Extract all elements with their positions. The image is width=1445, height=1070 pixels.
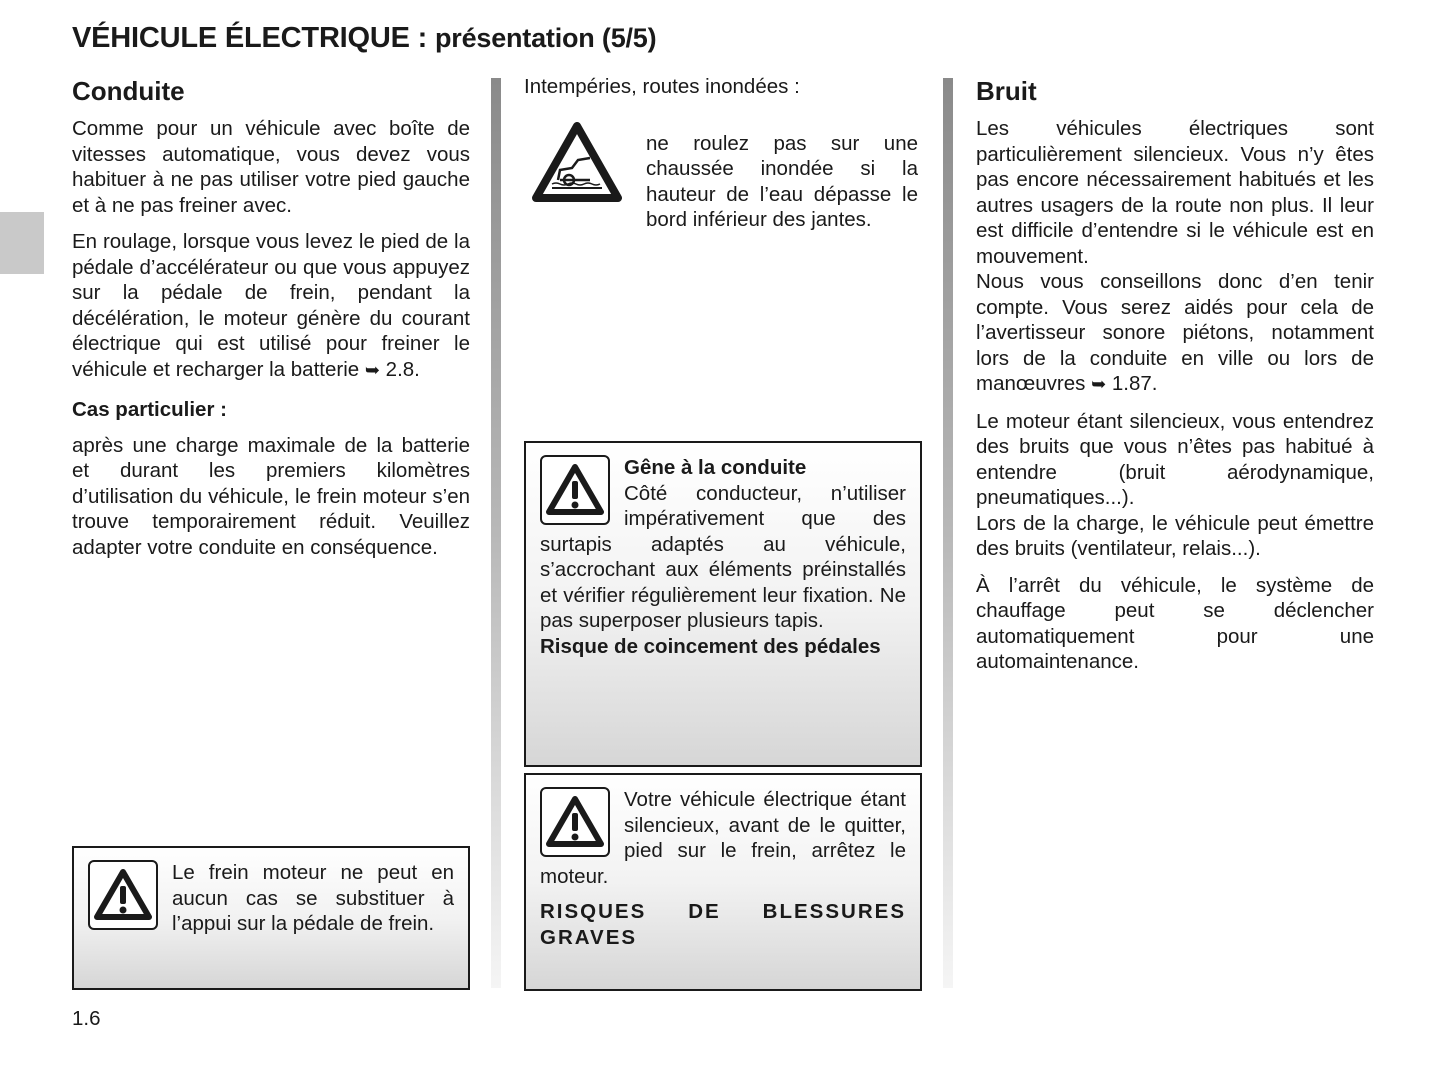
section-heading-bruit: Bruit — [976, 76, 1037, 106]
column-bruit — [976, 74, 1374, 686]
warning-box-floor-mats — [524, 441, 922, 767]
page-title — [72, 22, 656, 55]
weather-intro: Intempéries, routes inondées : — [524, 75, 800, 98]
flood-warning — [524, 110, 922, 253]
warning-triangle-icon — [540, 455, 610, 525]
page-number: 1.6 — [72, 1007, 101, 1030]
flooded-road-icon — [532, 122, 632, 212]
page-reference-link[interactable]: 2.8. — [385, 357, 420, 381]
paragraph: après une charge maximale de la batterie et durant les premiers kilomètres d’utilisation du véhicule, le frein moteur s’en trouve temporairement réduit. Veuillez adapter votre conduite en conséquence. — [72, 433, 470, 559]
paragraph: Les véhicules électriques sont particulièrement silencieux. Vous n’y êtes pas encore nécessairement habitués et les autres usagers de la route non plus. Il leur est difficile d’entendre si le véhicule est en mouvement. — [976, 117, 1374, 268]
paragraph — [72, 229, 470, 383]
page-reference-arrow-icon: ➥ — [364, 359, 380, 380]
flood-warning-text: ne roulez pas sur une chaussée inondée si la hauteur de l’eau dépasse le bord inférieur des jantes. — [646, 131, 918, 231]
paragraph-text: Nous vous conseillons donc d’en tenir compte. Vous serez aidés pour cela de l’avertisseur sonore piétons, notamment lors de la conduite en ville ou lors de manœuvres — [976, 270, 1374, 395]
warning-triangle-icon — [88, 860, 158, 930]
warning-box-engine-brake — [72, 846, 470, 990]
warning-risk: Risque de coincement des pédales — [540, 634, 881, 658]
paragraph — [976, 269, 1374, 398]
section-heading-conduite: Conduite — [72, 76, 185, 106]
paragraph: Comme pour un véhicule avec boîte de vitesses automatique, vous devez vous habituer à ne pas utiliser votre pied gauche et à ne pas freiner avec. — [72, 117, 470, 217]
paragraph: Le moteur étant silencieux, vous entendrez des bruits que vous n’êtes pas habitué à entendre (bruit aérodynamique, pneumatiques...). — [976, 409, 1374, 509]
column-divider — [943, 78, 953, 988]
chapter-side-tab — [0, 212, 44, 274]
warning-text: Votre véhicule électrique étant silencieux, avant de le quitter, pied sur le frein, arrêtez le moteur. — [540, 788, 906, 888]
paragraph-text: En roulage, lorsque vous levez le pied de la pédale d’accélérateur ou que vous appuyez sur la pédale de frein, pendant la décélération, le moteur génère du courant électrique qui est utilisé pour freiner le véhicule et recharger la batterie — [72, 230, 470, 381]
warning-triangle-icon — [540, 787, 610, 857]
page-title-sub: présentation (5/5) — [434, 23, 657, 53]
page-title-main: VÉHICULE ÉLECTRIQUE : — [72, 22, 428, 54]
warning-text: Le frein moteur ne peut en aucun cas se substituer à l’appui sur la pédale de frein. — [172, 861, 454, 935]
warning-risk: RISQUES DE BLESSURES GRAVES — [540, 900, 906, 949]
warning-text: Côté conducteur, n’utiliser impérativement que des surtapis adaptés au véhicule, s’accrochant aux éléments préinstallés et vérifier régulièrement leur fixation. Ne pas superposer plusieurs tapis. — [540, 481, 906, 632]
column-weather — [524, 74, 922, 253]
column-conduite — [72, 74, 470, 571]
subheading-cas-particulier: Cas particulier : — [72, 398, 227, 421]
warning-title: Gêne à la conduite — [624, 456, 807, 479]
page-reference-link[interactable]: 1.87. — [1111, 372, 1158, 395]
page-reference-arrow-icon: ➥ — [1091, 374, 1107, 394]
paragraph: À l’arrêt du véhicule, le système de chauffage peut se déclencher automatiquement pour une automaintenance. — [976, 573, 1374, 673]
warning-box-silent-vehicle — [524, 773, 922, 991]
paragraph: Lors de la charge, le véhicule peut émettre des bruits (ventilateur, relais...). — [976, 511, 1374, 560]
column-divider — [491, 78, 501, 988]
